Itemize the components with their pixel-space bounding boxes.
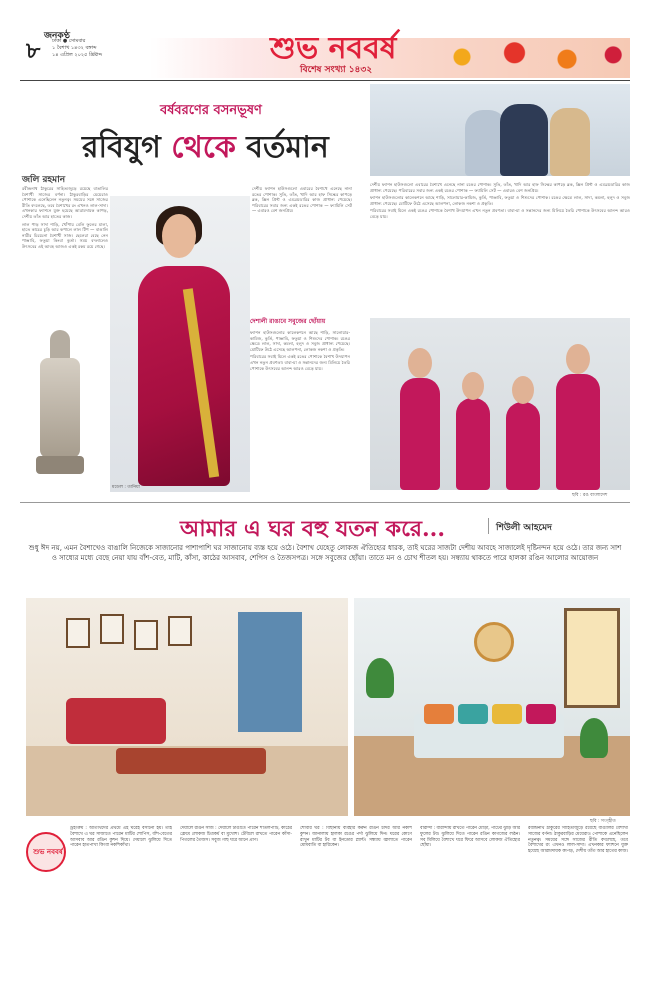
byline: শিউলী আহমেদ (496, 523, 552, 533)
family-photo (370, 318, 630, 490)
article-column: বারান্দা : বারান্দায় রাখতে পারেন মোড়া, পাটের ঝুড়ি আর ফুলের টব। ঝুলিয়ে দিতে পারেন রঙিন কাগজের লণ্ঠন। সব মিলিয়ে বৈশাখে ঘরে ফিরে আসবে লোকজ ঐতিহ্যের ছোঁয়া। (420, 826, 520, 849)
section-divider (20, 502, 630, 503)
bedroom-photo (354, 598, 630, 816)
photo-credit: মডেল : তানিয়া (112, 485, 140, 490)
sidebar-box (250, 316, 350, 486)
supplement-badge: শুভ নববর্ষ (26, 832, 66, 872)
photo-credit: ছবি : সংগৃহীত (590, 819, 616, 824)
article-title: আমার এ ঘর বহু যতন করে... (180, 516, 445, 542)
article-text: রবীন্দ্রনাথ ঠাকুরের সাহিত্যজুড়ে রয়েছে বাঙালির বৈশাখী সাজের বর্ণনা। ঠাকুরবাড়ির মেয়েরাও পোশাকে এনেছিলেন নতুনত্ব। সময়ের সঙ্গে সাজের রীতি বদলেছে, তবে বৈশাখের রং এখনও লাল-সাদা। এখনকার ফ্যাশনে যুক্ত হয়েছে আরামদায়ক কাপড়, দেশীয় তাঁত আর হাতের কাজ। লাল পাড় সাদা শাড়ি, খোঁপায় বেলি ফুলের মালা, হাতে কাচের চুড়ি আর কপালে লাল টিপ — বাঙালি নারীর চিরচেনা বৈশাখী সাজ। ছেলেরা বেছে নেন পাঞ্জাবি, ফতুয়া কিংবা কুর্তা। সময় বদলালেও উৎসবের এই আবহ আজও একই রকম রয়ে গেছে। (22, 186, 108, 249)
sidebar-text: ফ্যাশন হাউসগুলোর কালেকশনে আছে শাড়ি, সালোয়ার-কামিজ, কুর্তি, পাঞ্জাবি, ফতুয়া ও শিশুদের পোশাক। রঙের ক্ষেত্রে লাল, সাদা, কমলা, হলুদ ও সবুজ প্রাধান্য পেয়েছে। মোটিফে উঠে এসেছে আলপনা, লোকজ নকশা ও প্রকৃতি। পরিবারের সবাই মিলে একই রঙের পোশাকে বৈশাখ উদযাপন এখন নতুন প্রবণতা। বাবা-মা ও সন্তানদের জন্য মিলিয়ে তৈরি পোশাকে উৎসবের আনন্দ আরও বেড়ে যায়। (250, 330, 350, 371)
article-text: দেশীয় ফ্যাশন হাউসগুলো এবারের বৈশাখে এনেছে নানা রঙের পোশাক। সুতি, তাঁত, খাদি আর হাফ সিল্কের কাপড়ে ব্লক, স্ক্রিন প্রিন্ট ও এমব্রয়ডারির কাজ প্রাধান্য পেয়েছে। পরিবারের সবার জন্য একই রঙের পোশাক — ফ্যামিলি সেট — এবারও বেশ জনপ্রিয়। ফ্যাশন হাউসগুলোর কালেকশনে আছে শাড়ি, সালোয়ার-কামিজ, কুর্তি, পাঞ্জাবি, ফতুয়া ও শিশুদের পোশাক। রঙের ক্ষেত্রে লাল, সাদা, কমলা, হলুদ ও সবুজ প্রাধান্য পেয়েছে। মোটিফে উঠে এসেছে আলপনা, লোকজ নকশা ও প্রকৃতি। পরিবারের সবাই মিলে একই রঙের পোশাকে বৈশাখ উদযাপন এখন নতুন প্রবণতা। বাবা-মা ও সন্তানদের জন্য মিলিয়ে তৈরি পোশাকে উৎসবের আনন্দ আরও বেড়ে যায়। (370, 182, 630, 219)
article-title: রবিযুগ থেকে বর্তমান (82, 130, 329, 165)
page-number: ৮ (26, 39, 41, 64)
header-divider (20, 80, 630, 81)
supplement-subtitle: বিশেষ সংখ্যা ১৪৩২ (300, 65, 373, 75)
article-column: শোবার ঘর : বিছানায় ব্যবহার করুন রঙিন চাদর আর নকশি কুশন। জানালায় হালকা রঙের পর্দা ঝুলিয়ে দিন। ঘরের কোণে রাখুন মাটির টব বা ইনডোর প্ল্যান্ট। সন্ধ্যায় জ্বালাতে পারেন মোমবাতি বা হারিকেন। (300, 826, 412, 849)
issue-date: ঢাকা ● সোমবার ১ বৈশাখ ১৪৩২ বঙ্গাব্দ ১৪ এপ্রিল ২০২৫ খ্রিষ্টাব্দ (52, 38, 103, 58)
page-header (0, 0, 650, 80)
lantern-image (36, 330, 84, 480)
article-column: দেয়ালে রঙিন সাজ : দেয়ালে টাঙাতে পারেন শীতলপাটি, কাঠের ফ্রেমে লোকজ চিত্রকর্ম বা মুখোশ। টেবিলে রাখতে পারেন কাঁসা-পিতলের তৈজস। সবুজ গাছ ঘরে আনে প্রাণ। (180, 826, 292, 843)
paper-name: জনকণ্ঠ (44, 31, 70, 41)
article-intro: শুধু ঈদ নয়, এমন বৈশাখেও বাঙালি নিজেকে সাজানোর পাশাপাশি ঘর সাজানোয় ব্যস্ত হয়ে ওঠে। বৈশাখ যেহেতু লোকজ ঐতিহ্যের ধারক, তাই ঘরের সাজটা দেশীয় আবহে সাজালেই দৃষ্টিনন্দন হয়ে ওঠে। তার জন্য সাশ ও সাধ্যের মধ্যে বেছে নেয়া যায় বাঁশ-বেত, মাটি, কাঁসা, কাঠের আসবাব, শেপিস ও তৈজসপত্র। সঙ্গে সবুজের ছোঁয়া। তাতে মন ও চোখ শীতল হয়। সন্ধ্যায় থাকতে পারে হালকা রঙিন আলোর আয়োজন (28, 544, 622, 562)
model-photo (110, 196, 250, 492)
decorative-ornament (420, 36, 630, 78)
photo-credit: ছবি : রঙ বাংলাদেশ (572, 493, 608, 498)
byline: জলি রহমান (22, 175, 66, 185)
sidebar-heading: দেশালী রাঙাবে সবুজের ছোঁয়ায় (250, 318, 326, 325)
article-column: ড্রইংরুম : অতিথিদের প্রথমে এই ঘরেই বসানো হয়। তাই বৈশাখে এ ঘর সাজাতে পারেন মাটির শোপিস, বাঁশ-বেতের আসবাব আর রঙিন কুশন দিয়ে। দেয়ালে ঝুলিয়ে দিতে পারেন হাতপাখা কিংবা নকশিকাঁথা। (70, 826, 172, 849)
living-room-photo (26, 598, 348, 816)
article-column: রবীন্দ্রনাথ ঠাকুরের সাহিত্যজুড়ে রয়েছে বাঙালির বৈশাখী সাজের বর্ণনা। ঠাকুরবাড়ির মেয়েরাও পোশাকে এনেছিলেন নতুনত্ব। সময়ের সঙ্গে সাজের রীতি বদলেছে, তবে বৈশাখের রং এখনও লাল-সাদা। এখনকার ফ্যাশনে যুক্ত হয়েছে আরামদায়ক কাপড়, দেশীয় তাঁত আর হাতের কাজ। (528, 826, 628, 855)
byline-separator (488, 518, 489, 534)
supplement-title: শুভ নববর্ষ (270, 31, 397, 66)
couple-photo (370, 84, 630, 176)
article-text: দেশীয় ফ্যাশন হাউসগুলো এবারের বৈশাখে এনেছে নানা রঙের পোশাক। সুতি, তাঁত, খাদি আর হাফ সিল্কের কাপড়ে ব্লক, স্ক্রিন প্রিন্ট ও এমব্রয়ডারির কাজ প্রাধান্য পেয়েছে। পরিবারের সবার জন্য একই রঙের পোশাক — ফ্যামিলি সেট — এবারও বেশ জনপ্রিয়। (252, 186, 352, 214)
article-kicker: বর্ষবরণের বসনভূষণ (160, 103, 262, 118)
